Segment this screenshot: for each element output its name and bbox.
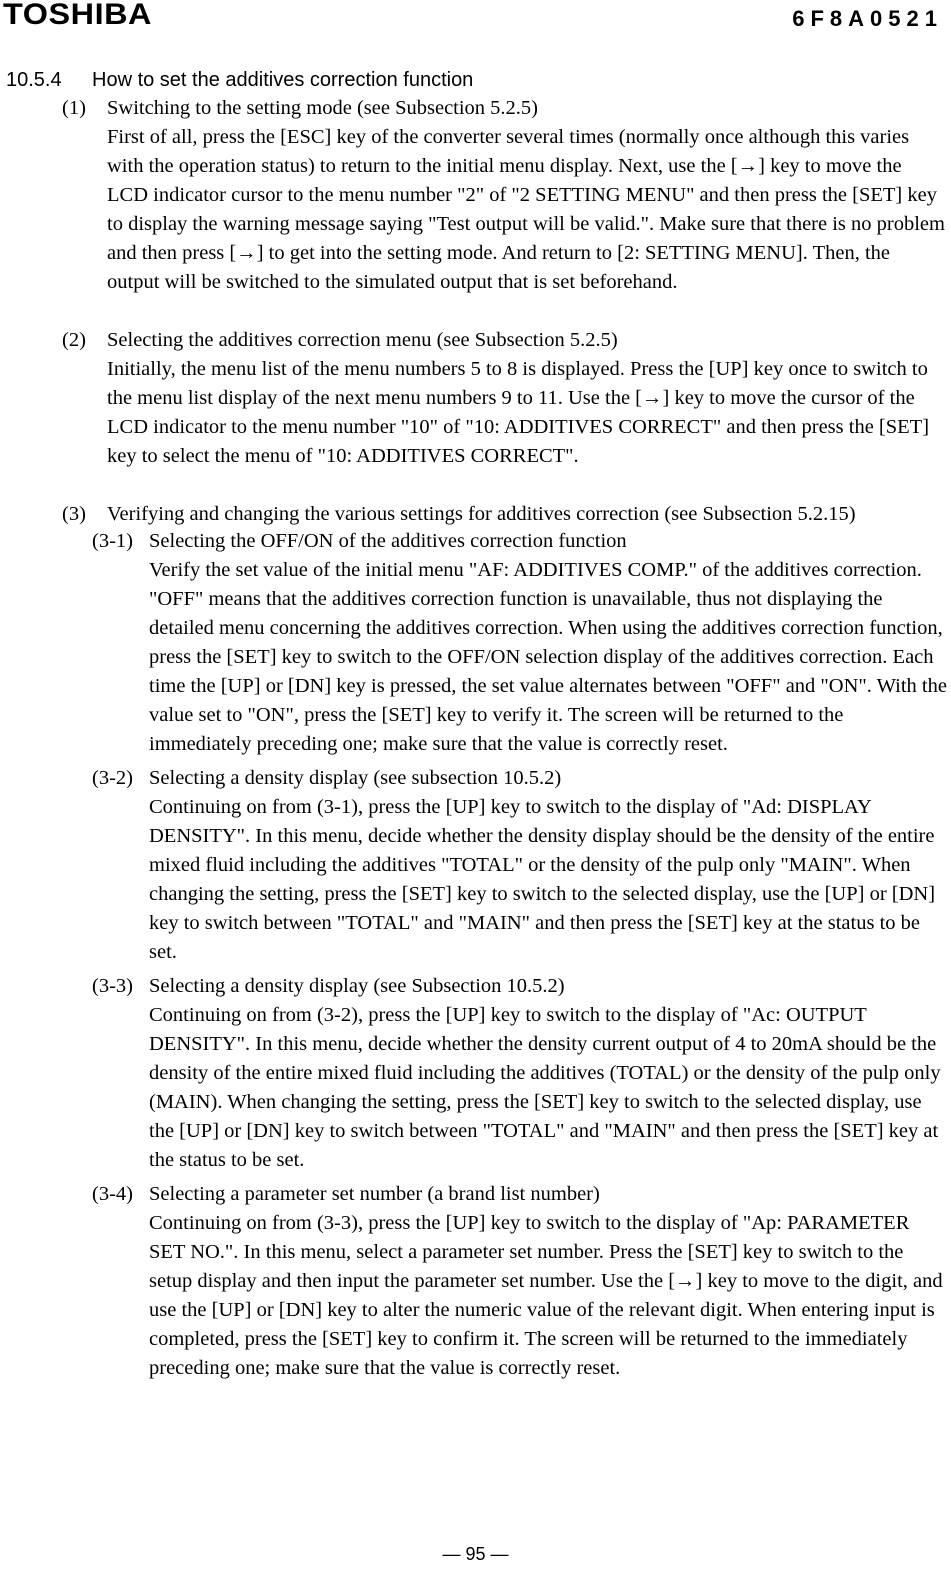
sub-item-heading: Selecting a density display (see subsection 10.5.2) [149, 767, 562, 789]
list-item-3 [62, 500, 947, 1383]
page-number: — 95 — [442, 1544, 509, 1564]
toshiba-logo: TOSHIBA [3, 0, 153, 31]
sub-item-label: (3-1) [92, 530, 133, 552]
sub-item-heading: Selecting a parameter set number (a brand list number) [149, 1183, 600, 1205]
sub-item-heading: Selecting a density display (see Subsection 10.5.2) [149, 975, 565, 997]
section-number: 10.5.4 [6, 69, 62, 91]
sub-item-paragraph: Continuing on from (3-3), press the [UP] key to switch to the display of "Ap: PARAMETER SET NO.". In this menu, select a parameter set number. Press the [SET] key to switch to the setup display and then input the parameter set number. Use the [→] key to move to the digit, and use the [UP] or [DN] key to alter the numeric value of the relevant digit. When entering input is completed, press the [SET] key to confirm it. The screen will be returned to the immediately preceding one; make sure that the value is correctly reset. [149, 1212, 943, 1379]
document-number: 6F8A0521 [792, 6, 943, 31]
item-label: (3) [62, 503, 86, 525]
sub-item-3-1 [77, 527, 947, 759]
list-item-1 [62, 94, 947, 297]
sub-item-paragraph: Continuing on from (3-1), press the [UP] key to switch to the display of "Ad: DISPLAY DENSITY". In this menu, decide whether the density display should be the density of the entire mixed fluid including the additives "TOTAL" or the density of the pulp only "MAIN". When changing the setting, press the [SET] key to switch to the selected display, use the [UP] or [DN] key to switch between "TOTAL" and "MAIN" and then press the [SET] key at the status to be set. [149, 796, 936, 963]
sub-item-paragraph: Continuing on from (3-2), press the [UP] key to switch to the display of "Ac: OUTPUT DENSITY". In this menu, decide whether the density current output of 4 to 20mA should be the density of the entire mixed fluid including the additives (TOTAL) or the density of the pulp only (MAIN). When changing the setting, press the [SET] key to switch to the selected display, use the [UP] or [DN] key to switch between "TOTAL" and "MAIN" and then press the [SET] key at the status to be set. [149, 1004, 941, 1171]
document-body [62, 94, 947, 1383]
section-title: How to set the additives correction function [92, 69, 474, 91]
item-paragraph: Initially, the menu list of the menu numbers 5 to 8 is displayed. Press the [UP] key once to switch to the menu list display of the next menu numbers 9 to 11. Use the [→] key to move the cursor of the LCD indicator to the menu number "10" of "10: ADDITIVES CORRECT" and then press the [SET] key to select the menu of "10: ADDITIVES CORRECT". [107, 358, 930, 467]
sub-item-label: (3-3) [92, 975, 133, 997]
item-paragraph: First of all, press the [ESC] key of the converter several times (normally once although this varies with the operation status) to return to the initial menu display. Next, use the [→] key to move the LCD indicator cursor to the menu number "2" of "2 SETTING MENU" and then press the [SET] key to display the warning message saying "Test output will be valid.". Make sure that there is no problem and then press [→] to get into the setting mode. And return to [2: SETTING MENU]. Then, the output will be switched to the simulated output that is set beforehand. [107, 126, 945, 293]
item-heading: Verifying and changing the various settings for additives correction (see Subsection 5.2.15) [107, 503, 856, 525]
item-heading: Selecting the additives correction menu (see Subsection 5.2.5) [107, 329, 618, 351]
sub-item-3-3 [77, 972, 947, 1175]
sub-item-heading: Selecting the OFF/ON of the additives correction function [149, 530, 627, 552]
item-label: (2) [62, 329, 86, 351]
sub-item-paragraph: Verify the set value of the initial menu "AF: ADDITIVES COMP." of the additives correction. "OFF" means that the additives correction function is unavailable, thus not displaying the detailed menu concerning the additives correction. When using the additives correction function, press the [SET] key to switch to the OFF/ON selection display of the additives correction. Each time the [UP] or [DN] key is pressed, the set value alternates between "OFF" and "ON". With the value set to "ON", press the [SET] key to verify it. The screen will be returned to the immediately preceding one; make sure that the value is correctly reset. [149, 559, 947, 755]
section-heading [6, 69, 473, 92]
item-heading: Switching to the setting mode (see Subsection 5.2.5) [107, 97, 539, 119]
sub-item-label: (3-2) [92, 767, 133, 789]
list-item-2 [62, 326, 947, 471]
sub-item-label: (3-4) [92, 1183, 133, 1205]
item-label: (1) [62, 97, 86, 119]
sub-item-3-2 [77, 764, 947, 967]
sub-item-3-4 [77, 1180, 947, 1383]
